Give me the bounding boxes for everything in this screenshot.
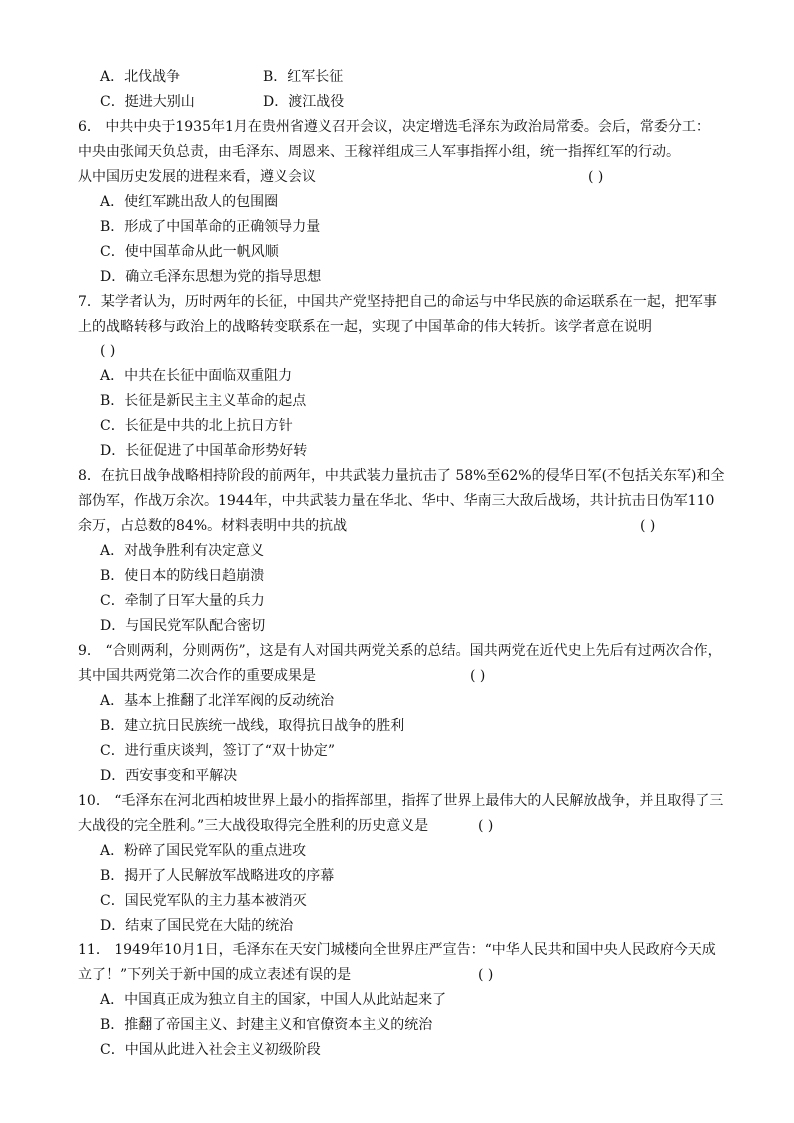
q7-option-d[interactable]: D．长征促进了中国革命形势好转 xyxy=(100,443,308,459)
q6-stem-line-2: 中央由张闻天负总责，由毛泽东、周恩来、王稼祥组成三人军事指挥小组，统一指挥红军的行动。 xyxy=(78,144,680,160)
q6-option-a[interactable]: A．使红军跳出敌人的包围圈 xyxy=(100,194,279,210)
q10-option-b[interactable]: B．揭开了人民解放军战略进攻的序幕 xyxy=(100,868,335,884)
q8-option-c[interactable]: C．牵制了日军大量的兵力 xyxy=(100,593,265,609)
q6-option-d[interactable]: D．确立毛泽东思想为党的指导思想 xyxy=(100,269,322,285)
q6-option-b[interactable]: B．形成了中国革命的正确领导力量 xyxy=(100,219,321,235)
q5-option-a[interactable]: A．北伐战争 xyxy=(100,69,181,85)
q9-stem-line-1: 9． “合则两利，分则两伤”，这是有人对国共两党关系的总结。国共两党在近代史上先后有过两次合作， xyxy=(78,643,722,659)
q6-option-c[interactable]: C．使中国革命从此一帆风顺 xyxy=(100,244,279,260)
q10-stem-line-1: 10． “毛泽东在河北西柏坡世界上最小的指挥部里，指挥了世界上最伟大的人民解放战争，并且取得了三 xyxy=(78,793,724,809)
q7-option-b[interactable]: B．长征是新民主主义革命的起点 xyxy=(100,393,307,409)
q5-option-c[interactable]: C．挺进大别山 xyxy=(100,94,195,110)
q5-options-row-2 xyxy=(100,93,344,111)
q7-stem-line-1: 7．某学者认为，历时两年的长征，中国共产党坚持把自己的命运与中华民族的命运联系在一起，把军事 xyxy=(78,294,717,310)
q6-stem-line-1: 6． 中共中央于1935年1月在贵州省遵义召开会议，决定增选毛泽东为政治局常委。会后，常委分工： xyxy=(78,119,710,135)
q8-answer-bracket[interactable]: ( ) xyxy=(640,518,656,534)
q5-options-row-1 xyxy=(100,68,343,86)
q11-stem-line-2: 立了！”下列关于新中国的成立表述有误的是 xyxy=(78,967,352,983)
q10-stem-line-2: 大战役的完全胜利。”三大战役取得完全胜利的历史意义是 xyxy=(78,818,429,834)
q8-stem-line-2: 部伪军，作战万余次。1944年，中共武装力量在华北、华中、华南三大敌后战场，共计抗击日伪军110 xyxy=(78,493,715,509)
q9-stem-line-2: 其中国共两党第二次合作的重要成果是 xyxy=(78,668,316,684)
q11-stem-line-1: 11． 1949年10月1日，毛泽东在天安门城楼向全世界庄严宣告：“中华人民共和国中央人民政府今天成 xyxy=(78,942,716,958)
q8-stem-line-1: 8．在抗日战争战略相持阶段的前两年，中共武装力量抗击了 58%至62%的侵华日军(不包括关东军)和全 xyxy=(78,468,725,484)
q10-option-c[interactable]: C．国民党军队的主力基本被消灭 xyxy=(100,893,307,909)
q8-stem-line-3: 余万，占总数的84%。材料表明中共的抗战 xyxy=(78,518,348,534)
q9-option-a[interactable]: A．基本上推翻了北洋军阀的反动统治 xyxy=(100,693,335,709)
q7-option-a[interactable]: A．中共在长征中面临双重阻力 xyxy=(100,368,293,384)
q9-option-b[interactable]: B．建立抗日民族统一战线，取得抗日战争的胜利 xyxy=(100,718,405,734)
q10-option-a[interactable]: A．粉碎了国民党军队的重点进攻 xyxy=(100,843,307,859)
q7-stem-line-2: 上的战略转移与政治上的战略转变联系在一起，实现了中国革命的伟大转折。该学者意在说明 xyxy=(78,319,652,335)
q6-stem-line-3: 从中国历史发展的进程来看，遵义会议 xyxy=(78,169,316,185)
q8-option-d[interactable]: D．与国民党军队配合密切 xyxy=(100,618,266,634)
q11-answer-bracket[interactable]: ( ) xyxy=(478,967,494,983)
q9-option-c[interactable]: C．进行重庆谈判，签订了“双十协定” xyxy=(100,743,336,759)
q8-option-b[interactable]: B．使日本的防线日趋崩溃 xyxy=(100,568,265,584)
q11-option-a[interactable]: A．中国真正成为独立自主的国家，中国人从此站起来了 xyxy=(100,992,447,1008)
q7-option-c[interactable]: C．长征是中共的北上抗日方针 xyxy=(100,418,293,434)
q7-answer-bracket[interactable]: ( ) xyxy=(100,343,116,359)
q11-option-b[interactable]: B．推翻了帝国主义、封建主义和官僚资本主义的统治 xyxy=(100,1017,433,1033)
q5-option-d[interactable]: D．渡江战役 xyxy=(263,94,345,110)
q11-option-c[interactable]: C．中国从此进入社会主义初级阶段 xyxy=(100,1042,321,1058)
q6-answer-bracket[interactable]: ( ) xyxy=(588,169,604,185)
q10-option-d[interactable]: D．结束了国民党在大陆的统治 xyxy=(100,918,294,934)
q8-option-a[interactable]: A．对战争胜利有决定意义 xyxy=(100,543,265,559)
q9-answer-bracket[interactable]: ( ) xyxy=(470,668,486,684)
q5-option-b[interactable]: B．红军长征 xyxy=(263,69,344,85)
q10-answer-bracket[interactable]: ( ) xyxy=(478,818,494,834)
q9-option-d[interactable]: D．西安事变和平解决 xyxy=(100,768,238,784)
